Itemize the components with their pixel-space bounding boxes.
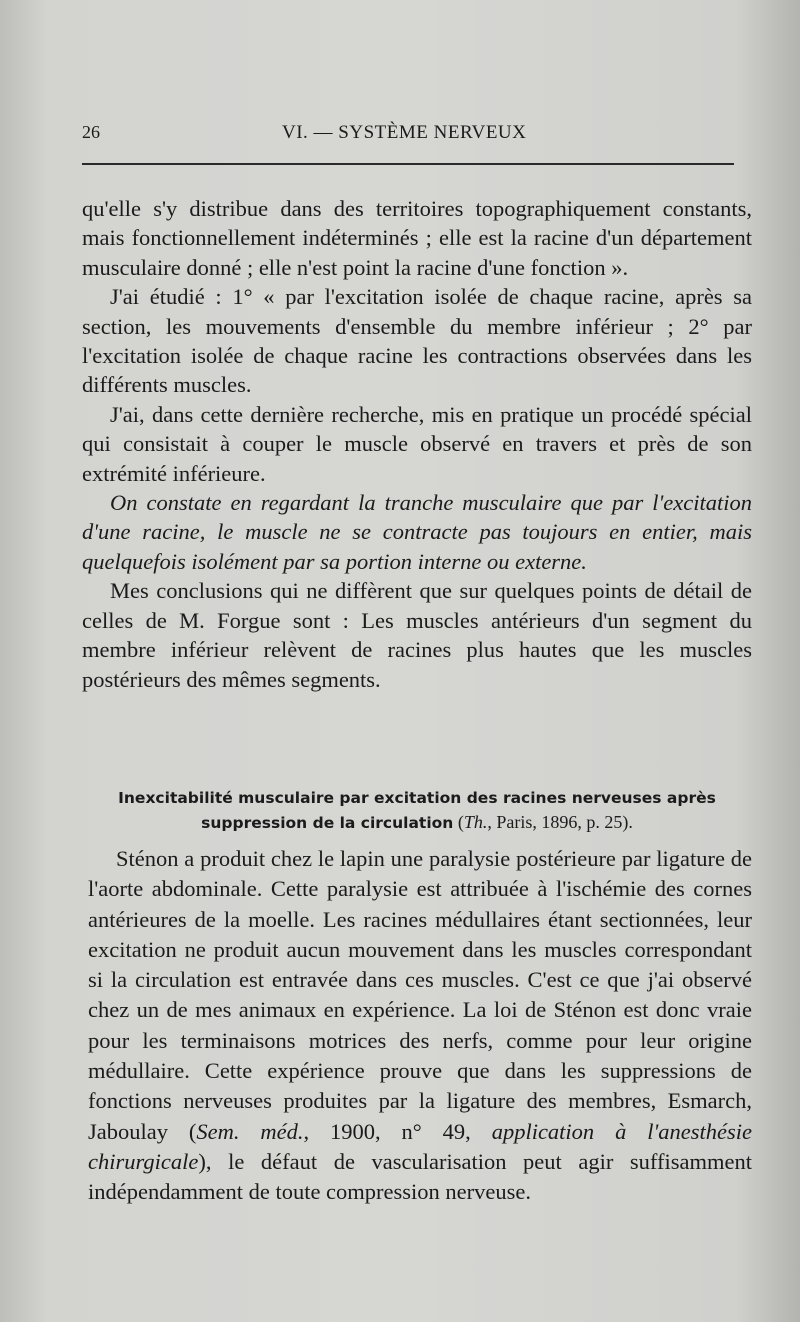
header-rule bbox=[82, 163, 734, 165]
section-heading-ref-open: ( bbox=[453, 812, 464, 832]
running-head: VI. — SYSTÈME NERVEUX bbox=[282, 122, 527, 143]
stenon-text-3: ), le défaut de vascularisation peut agir suffisamment indépendamment de toute compression nerveuse. bbox=[88, 1148, 752, 1205]
page-header bbox=[82, 122, 734, 152]
main-text bbox=[82, 194, 752, 694]
section-heading bbox=[82, 786, 752, 835]
section-text bbox=[88, 844, 752, 1208]
paragraph-study: J'ai étudié : 1° « par l'excitation isolée de chaque racine, après sa section, les mouvements d'ensemble du membre inférieur ; 2° par l'excitation isolée de chaque racine les contractions observées dans les différents muscles. bbox=[82, 284, 752, 398]
paragraph-procedure: J'ai, dans cette dernière recherche, mis en pratique un procédé spécial qui consistait à couper le muscle observé en travers et près de son extrémité inférieure. bbox=[82, 401, 752, 486]
stenon-citation-journal: Sem. méd. bbox=[196, 1118, 304, 1144]
section-heading-ref-rest: , Paris, 1896, p. 25). bbox=[487, 812, 633, 832]
stenon-text-2: , 1900, n° 49, bbox=[303, 1118, 492, 1144]
paragraph-continuation: qu'elle s'y distribue dans des territoires topographiquement constants, mais fonctionnellement indéterminés ; elle est la racine d'un département musculaire donné ; elle n'est point la racine d'une fonction ». bbox=[82, 196, 752, 280]
paragraph-conclusions: Mes conclusions qui ne diffèrent que sur quelques points de détail de celles de M. Forgue sont : Les muscles antérieurs d'un segment du membre inférieur relèvent de racines plus hautes que les muscles postérieurs des mêmes segments. bbox=[82, 578, 752, 692]
page-number: 26 bbox=[82, 122, 100, 142]
section-heading-text: Inexcitabilité musculaire par excitation des racines nerveuses après suppression de la circulation bbox=[118, 789, 716, 832]
paragraph-stenon bbox=[88, 844, 752, 1208]
stenon-text-1: Sténon a produit chez le lapin une paralysie postérieure par ligature de l'aorte abdominale. Cette paralysie est attribuée à l'ischémie des cornes antérieures de la moelle. Les racines médullaires étant sectionnées, leur excitation ne produit aucun mouvement dans les muscles correspondant si la circulation est entravée dans ces muscles. C'est ce que j'ai observé chez un de mes animaux en expérience. La loi de Sténon est donc vraie pour les terminaisons motrices des nerfs, comme pour leur origine médullaire. Cette expérience prouve que dans les suppressions de fonctions nerveuses produites par la ligature des membres, Esmarch, Jaboulay ( bbox=[88, 846, 752, 1144]
section-heading-ref-italic: Th. bbox=[463, 812, 488, 832]
stenon-citation-title: application à l'anesthésie chirurgicale bbox=[88, 1118, 752, 1174]
paragraph-italic-observation: On constate en regardant la tranche musculaire que par l'excitation d'une racine, le muscle ne se contracte pas toujours en entier, mais quelquefois isolément par sa portion interne ou externe. bbox=[82, 490, 752, 574]
